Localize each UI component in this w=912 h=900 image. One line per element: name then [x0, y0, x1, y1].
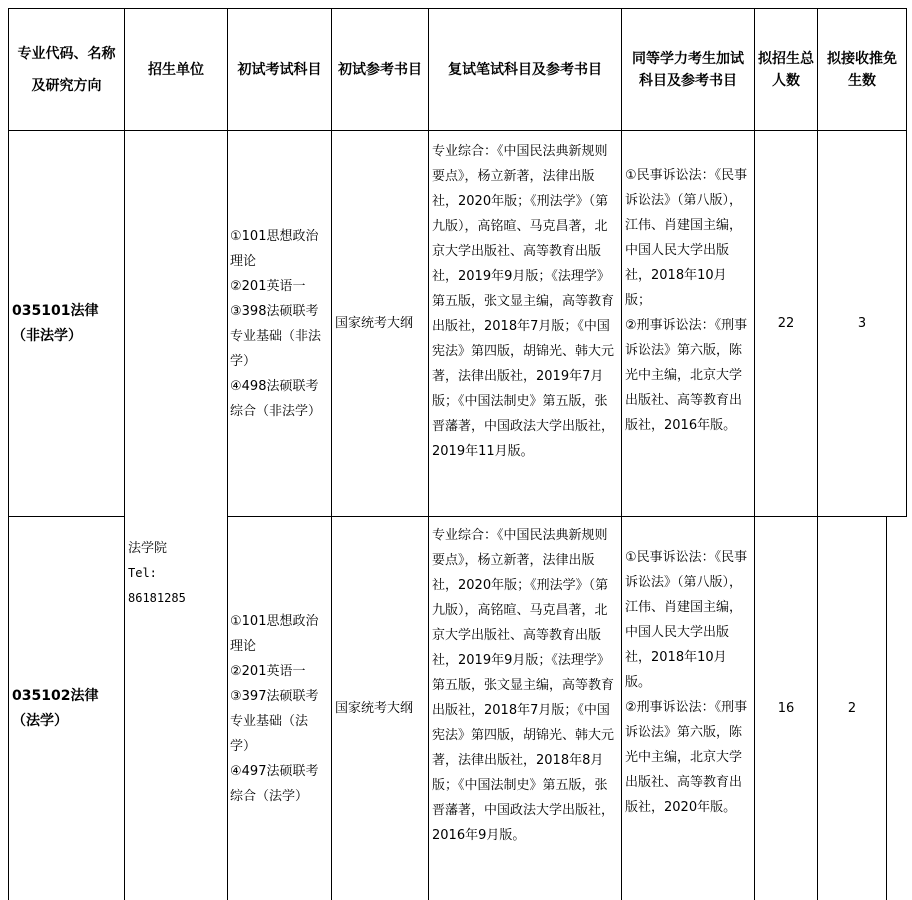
row2-retest	[432, 523, 619, 848]
unit-cell	[128, 536, 226, 611]
row2-subject-4: ④497法硕联考综合（法学）	[230, 763, 319, 804]
row2-major	[12, 517, 124, 900]
header-unit: 招生单位	[148, 61, 204, 78]
row2-prelim-subjects	[230, 517, 330, 900]
row1-equivalent	[625, 163, 752, 438]
header-prelim-books: 初试参考书目	[338, 61, 422, 78]
row2-equivalent	[625, 545, 752, 820]
col-line	[227, 8, 228, 900]
row2-major-type: （法学）	[12, 712, 68, 729]
row2-subject-1: ①101思想政治理论	[230, 613, 319, 654]
row1-major	[12, 131, 124, 516]
col-line	[906, 8, 907, 516]
row1-equivalent-2: ②刑事诉讼法：《刑事诉讼法》第六版，陈光中主编，北京大学出版社、高等教育出版社，2016年版。	[625, 318, 748, 433]
unit-tel-label: Tel:	[128, 566, 157, 580]
row-divider	[886, 516, 907, 517]
row1-major-code: 035101法律	[12, 302, 99, 319]
row2-major-code: 035102法律	[12, 687, 99, 704]
header-plan-total: 拟招生总人数	[758, 50, 814, 89]
row2-retest-text: 专业综合：《中国民法典新规则要点》，杨立新著，法律出版社，2020年版；《刑法学》（第九版），高铭暄、马克昌著，北京大学出版社、高等教育出版社，2019年9月版；《法理学》第五版，张文显主编，高等教育出版社，2018年7月版；《中国宪法》第四版，胡锦光、韩大元著，法律出版社，2018年8月版；《中国法制史》第五版，张晋藩著，中国政法大学出版社，2016年9月版。	[432, 528, 615, 843]
header-exempt: 拟接收推免生数	[827, 50, 897, 89]
row2-equivalent-1: ①民事诉讼法：《民事诉讼法》（第八版），江伟、肖建国主编，中国人民大学出版社，2018年10月版。	[625, 550, 748, 690]
unit-tel: 86181285	[128, 591, 186, 605]
row1-subject-3: ③398法硕联考专业基础（非法学）	[230, 303, 322, 369]
row1-exempt: 3	[857, 316, 867, 331]
unit-name: 法学院	[128, 541, 168, 556]
row1-equivalent-1: ①民事诉讼法：《民事诉讼法》（第八版），江伟、肖建国主编，中国人民大学出版社，2018年10月版；	[625, 168, 748, 308]
header-major-line1: 专业代码、名称	[17, 45, 116, 62]
row1-prelim-subjects	[230, 131, 330, 516]
row1-plan-total: 22	[777, 316, 795, 331]
row1-subject-1: ①101思想政治理论	[230, 228, 319, 269]
row2-exempt: 2	[847, 701, 857, 716]
row2-prelim-books: 国家统考大纲	[335, 701, 414, 716]
row1-subject-4: ④498法硕联考综合（非法学）	[230, 378, 322, 419]
row2-subject-3: ③397法硕联考专业基础（法学）	[230, 688, 319, 754]
header-prelim-subjects: 初试考试科目	[237, 61, 322, 78]
row1-major-type: （非法学）	[12, 327, 82, 344]
col-line	[621, 8, 622, 900]
row1-prelim-books: 国家统考大纲	[335, 316, 414, 331]
row1-subject-2: ②201英语一	[230, 278, 306, 294]
row2-subject-2: ②201英语一	[230, 663, 306, 679]
header-retest: 复试笔试科目及参考书目	[448, 61, 602, 78]
col-line	[331, 8, 332, 900]
row1-retest-text: 专业综合：《中国民法典新规则要点》，杨立新著，法律出版社，2020年版；《刑法学》（第九版），高铭暄、马克昌著，北京大学出版社、高等教育出版社，2019年9月版；《法理学》第五版，张文显主编，高等教育出版社，2018年7月版；《中国宪法》第四版，胡锦光、韩大元著，法律出版社，2019年7月版；《中国法制史》第五版，张晋藩著，中国政法大学出版社，2019年11月版。	[432, 144, 615, 459]
header-major-line2: 及研究方向	[31, 77, 102, 94]
col-line	[124, 8, 125, 900]
col-line	[886, 516, 887, 900]
header-equivalent: 同等学力考生加试科目及参考书目	[632, 50, 744, 89]
col-line	[428, 8, 429, 900]
header-major	[9, 9, 124, 130]
row2-plan-total: 16	[777, 701, 795, 716]
row1-retest	[432, 139, 619, 464]
col-line	[8, 8, 9, 900]
row2-equivalent-2: ②刑事诉讼法：《刑事诉讼法》第六版，陈光中主编，北京大学出版社、高等教育出版社，2020年版。	[625, 700, 748, 815]
